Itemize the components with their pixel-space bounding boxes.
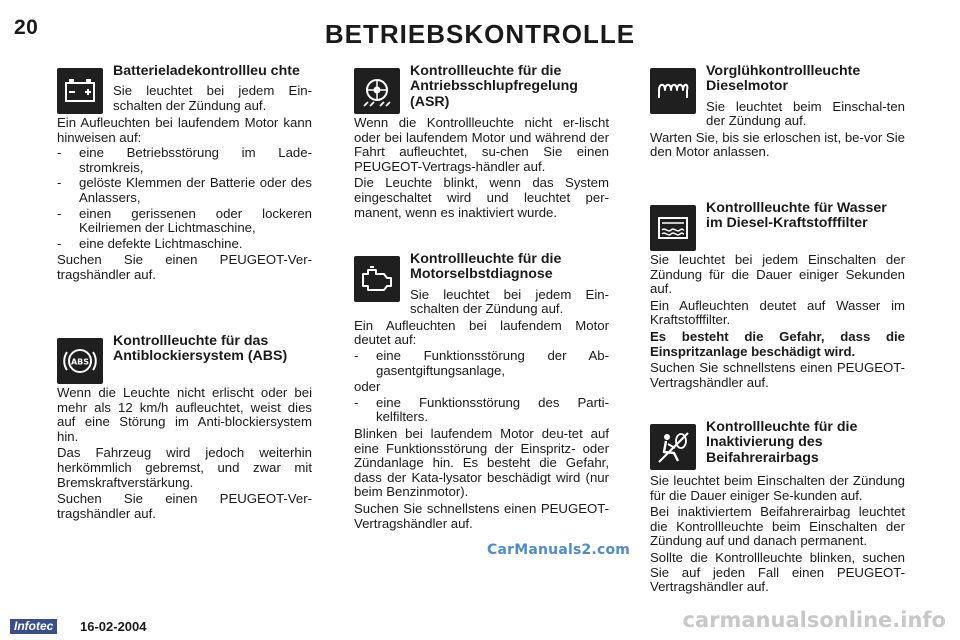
asr-section (354, 64, 609, 221)
infotec-logo: Infotec (10, 619, 57, 634)
water-section (650, 201, 905, 391)
battery-header (57, 64, 312, 114)
water-warning: Es besteht die Gefahr, dass die Einspritzanlage beschädigt wird. (650, 328, 905, 359)
diagnosis-or: oder (354, 379, 381, 395)
abs-header (57, 334, 312, 384)
abs-icon (57, 338, 103, 384)
list-item: - eine Funktionsstörung des Parti-kelfilters. (354, 396, 609, 425)
water-title: Kontrollleuchte für Wasser im Diesel-Kraftstofffilter (706, 200, 887, 232)
engine-icon (354, 256, 400, 302)
airbag-header (650, 420, 905, 470)
battery-title: Batterieladekontrollleu chte (113, 63, 300, 79)
diagnosis-list (354, 396, 609, 425)
water-paragraph: Ein Aufleuchten deutet auf Wasser im Kraftstofffilter. (650, 297, 905, 328)
asr-header (354, 64, 609, 114)
asr-title: Kontrollleuchte für die Antriebsschlupfregelung (ASR) (410, 63, 578, 110)
water-paragraph: Sie leuchtet bei jedem Einschalten der Zündung für die Dauer einiger Sekunden auf. (650, 252, 905, 297)
water-header (650, 201, 905, 251)
asr-paragraph: Wenn die Kontrollleuchte nicht er-lischt oder bei laufendem Motor und während der Fahrt aufleuchtet, su-chen Sie einen PEUGEOT-Vertrags-händler auf. (354, 115, 609, 174)
abs-paragraph: Das Fahrzeug wird jedoch weiterhin herkömmlich gebremst, und zwar mit Bremskraftverstärkung. (57, 445, 312, 490)
abs-paragraph: Suchen Sie einen PEUGEOT-Ver-tragshändler auf. (57, 491, 312, 521)
airbag-paragraph: Sie leuchtet beim Einschalten der Zündung für die Dauer einiger Se-kunden auf. (650, 473, 905, 503)
battery-intro: Ein Aufleuchten bei laufendem Motor kann hinweisen auf: (57, 115, 312, 145)
svg-text:ABS: ABS (70, 357, 90, 367)
airbag-off-icon (650, 424, 696, 470)
abs-paragraph: Wenn die Leuchte nicht erlischt oder bei mehr als 12 km/h aufleuchtet, weist dies auf eine Störung im Anti-blockiersystem hin. (57, 385, 312, 444)
battery-icon (57, 68, 103, 114)
page-number: 20 (14, 16, 39, 39)
list-item: - einen gerissenen oder lockeren Keilriemen der Lichtmaschine, (57, 207, 312, 236)
glow-section (650, 64, 905, 161)
abs-title: Kontrollleuchte für das Antiblockiersystem (ABS) (113, 333, 288, 365)
page-title: BETRIEBSKONTROLLE (324, 19, 636, 49)
traction-control-icon (354, 68, 400, 114)
glow-subtitle: Sie leuchtet beim Einschal-ten der Zündung auf. (706, 98, 905, 129)
diagnosis-section (354, 252, 609, 532)
battery-list (57, 146, 312, 251)
diagnosis-subtitle: Sie leuchtet bei jedem Ein-schalten der Zündung auf. (410, 286, 609, 317)
list-item: - eine Funktionsstörung der Ab-gasentgiftungsanlage, (354, 349, 609, 378)
footer-date: 16-02-2004 (80, 619, 147, 634)
diagnosis-title: Kontrollleuchte für die Motorselbstdiagnose (410, 251, 562, 283)
battery-subtitle: Sie leuchtet bei jedem Ein-schalten der Zündung auf. (113, 83, 312, 113)
abs-section (57, 334, 312, 522)
diagnosis-list (354, 349, 609, 378)
glow-title: Vorglühkontrollleuchte Dieselmotor (706, 63, 861, 95)
diagnosis-paragraph: Suchen Sie schnellstens einen PEUGEOT-Vertragshändler auf. (354, 500, 609, 531)
airbag-paragraph: Sollte die Kontrollleuchte blinken, suchen Sie auf jeden Fall einen PEUGEOT-Vertragshändler auf. (650, 549, 905, 595)
water-paragraph: Suchen Sie schnellstens einen PEUGEOT-Vertragshändler auf. (650, 360, 905, 390)
diagnosis-paragraph: Blinken bei laufendem Motor deu-tet auf eine Funktionsstörung der Einspritz- oder Zündanlage hin. Es besteht die Gefahr, dass der Kata-lysator beschädigt wird (nur beim Benzinmotor). (354, 425, 609, 500)
battery-outro: Suchen Sie einen PEUGEOT-Ver-tragshändler auf. (57, 252, 312, 282)
battery-section (57, 64, 312, 284)
list-item: - eine defekte Lichtmaschine. (57, 237, 312, 252)
diagnosis-header (354, 252, 609, 317)
glow-paragraph: Warten Sie, bis sie erloschen ist, be-vor Sie den Motor anlassen. (650, 129, 905, 160)
water-in-fuel-icon (650, 205, 696, 251)
diagnosis-intro: Ein Aufleuchten bei laufendem Motor deutet auf: (354, 317, 609, 348)
list-item: - eine Betriebsstörung im Lade-stromkreis, (57, 146, 312, 175)
airbag-title: Kontrollleuchte für die Inaktivierung des Beifahrerairbags (706, 419, 858, 466)
airbag-paragraph: Bei inaktiviertem Beifahrerairbag leuchtet die Kontrollleuchte beim Einschalten der Zündung auf und danach permanent. (650, 504, 905, 549)
glow-plug-icon (650, 68, 696, 114)
airbag-section (650, 420, 905, 596)
asr-paragraph: Die Leuchte blinkt, wenn das System eingeschaltet wird und leuchtet per-manent, wenn es inaktiviert wurde. (354, 175, 609, 220)
watermark-link[interactable]: CarManuals2.com (487, 542, 631, 558)
watermark-corner: carmanualsonline.info (682, 608, 946, 632)
glow-header (650, 64, 905, 129)
list-item: - gelöste Klemmen der Batterie oder des Anlassers, (57, 176, 312, 205)
